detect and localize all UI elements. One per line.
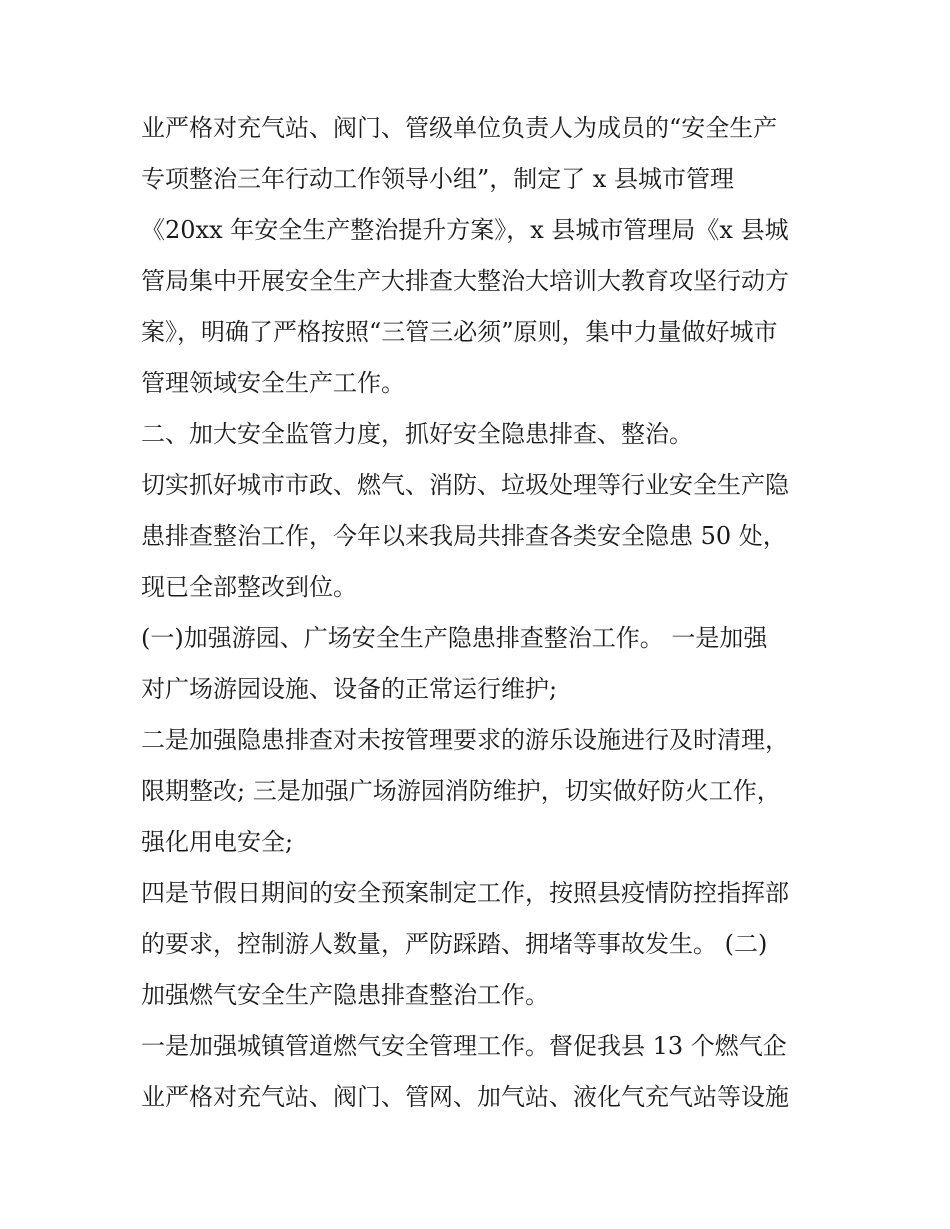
text-line: 一是加强城镇管道燃气安全管理工作。督促我县 13 个燃气企 <box>141 1032 787 1060</box>
text-line: 现已全部整改到位。 <box>141 573 357 601</box>
text-line: 对广场游园设施、设备的正常运行维护; <box>141 675 558 703</box>
text-line: 管局集中开展安全生产大排查大整治大培训大教育攻坚行动方 <box>141 267 789 295</box>
text-line: 业严格对充气站、阀门、管网、加气站、液化气充气站等设施 <box>141 1083 789 1111</box>
document-body <box>141 103 841 1123</box>
text-line: 二是加强隐患排查对未按管理要求的游乐设施进行及时清理， <box>141 726 789 754</box>
text-line: 管理领域安全生产工作。 <box>141 369 405 397</box>
text-line: 案》，明确了严格按照“三管三必须”原则，集中力量做好城市 <box>141 318 778 346</box>
text-line: 《20xx 年安全生产整治提升方案》，x 县城市管理局《x 县城 <box>141 216 789 244</box>
text-line: 四是节假日期间的安全预案制定工作，按照县疫情防控指挥部 <box>141 879 789 907</box>
text-line: 切实抓好城市市政、燃气、消防、垃圾处理等行业安全生产隐 <box>141 471 789 499</box>
section-heading: 二、加大安全监管力度，抓好安全隐患排查、整治。 <box>141 420 693 448</box>
text-line: 专项整治三年行动工作领导小组”，制定了 x 县城市管理 <box>141 165 735 193</box>
text-line: 的要求，控制游人数量，严防踩踏、拥堵等事故发生。 (二) <box>141 930 768 958</box>
text-line: 强化用电安全; <box>141 828 294 856</box>
text-line: 患排查整治工作，今年以来我局共排查各类安全隐患 50 处， <box>141 522 787 550</box>
subsection-line: 加强燃气安全生产隐患排查整治工作。 <box>141 981 549 1009</box>
text-line: 限期整改; 三是加强广场游园消防维护，切实做好防火工作， <box>141 777 781 805</box>
text-line: 业严格对充气站、阀门、管级单位负责人为成员的“安全生产 <box>141 114 778 142</box>
subsection-line: (一)加强游园、广场安全生产隐患排查整治工作。 一是加强 <box>141 624 768 652</box>
